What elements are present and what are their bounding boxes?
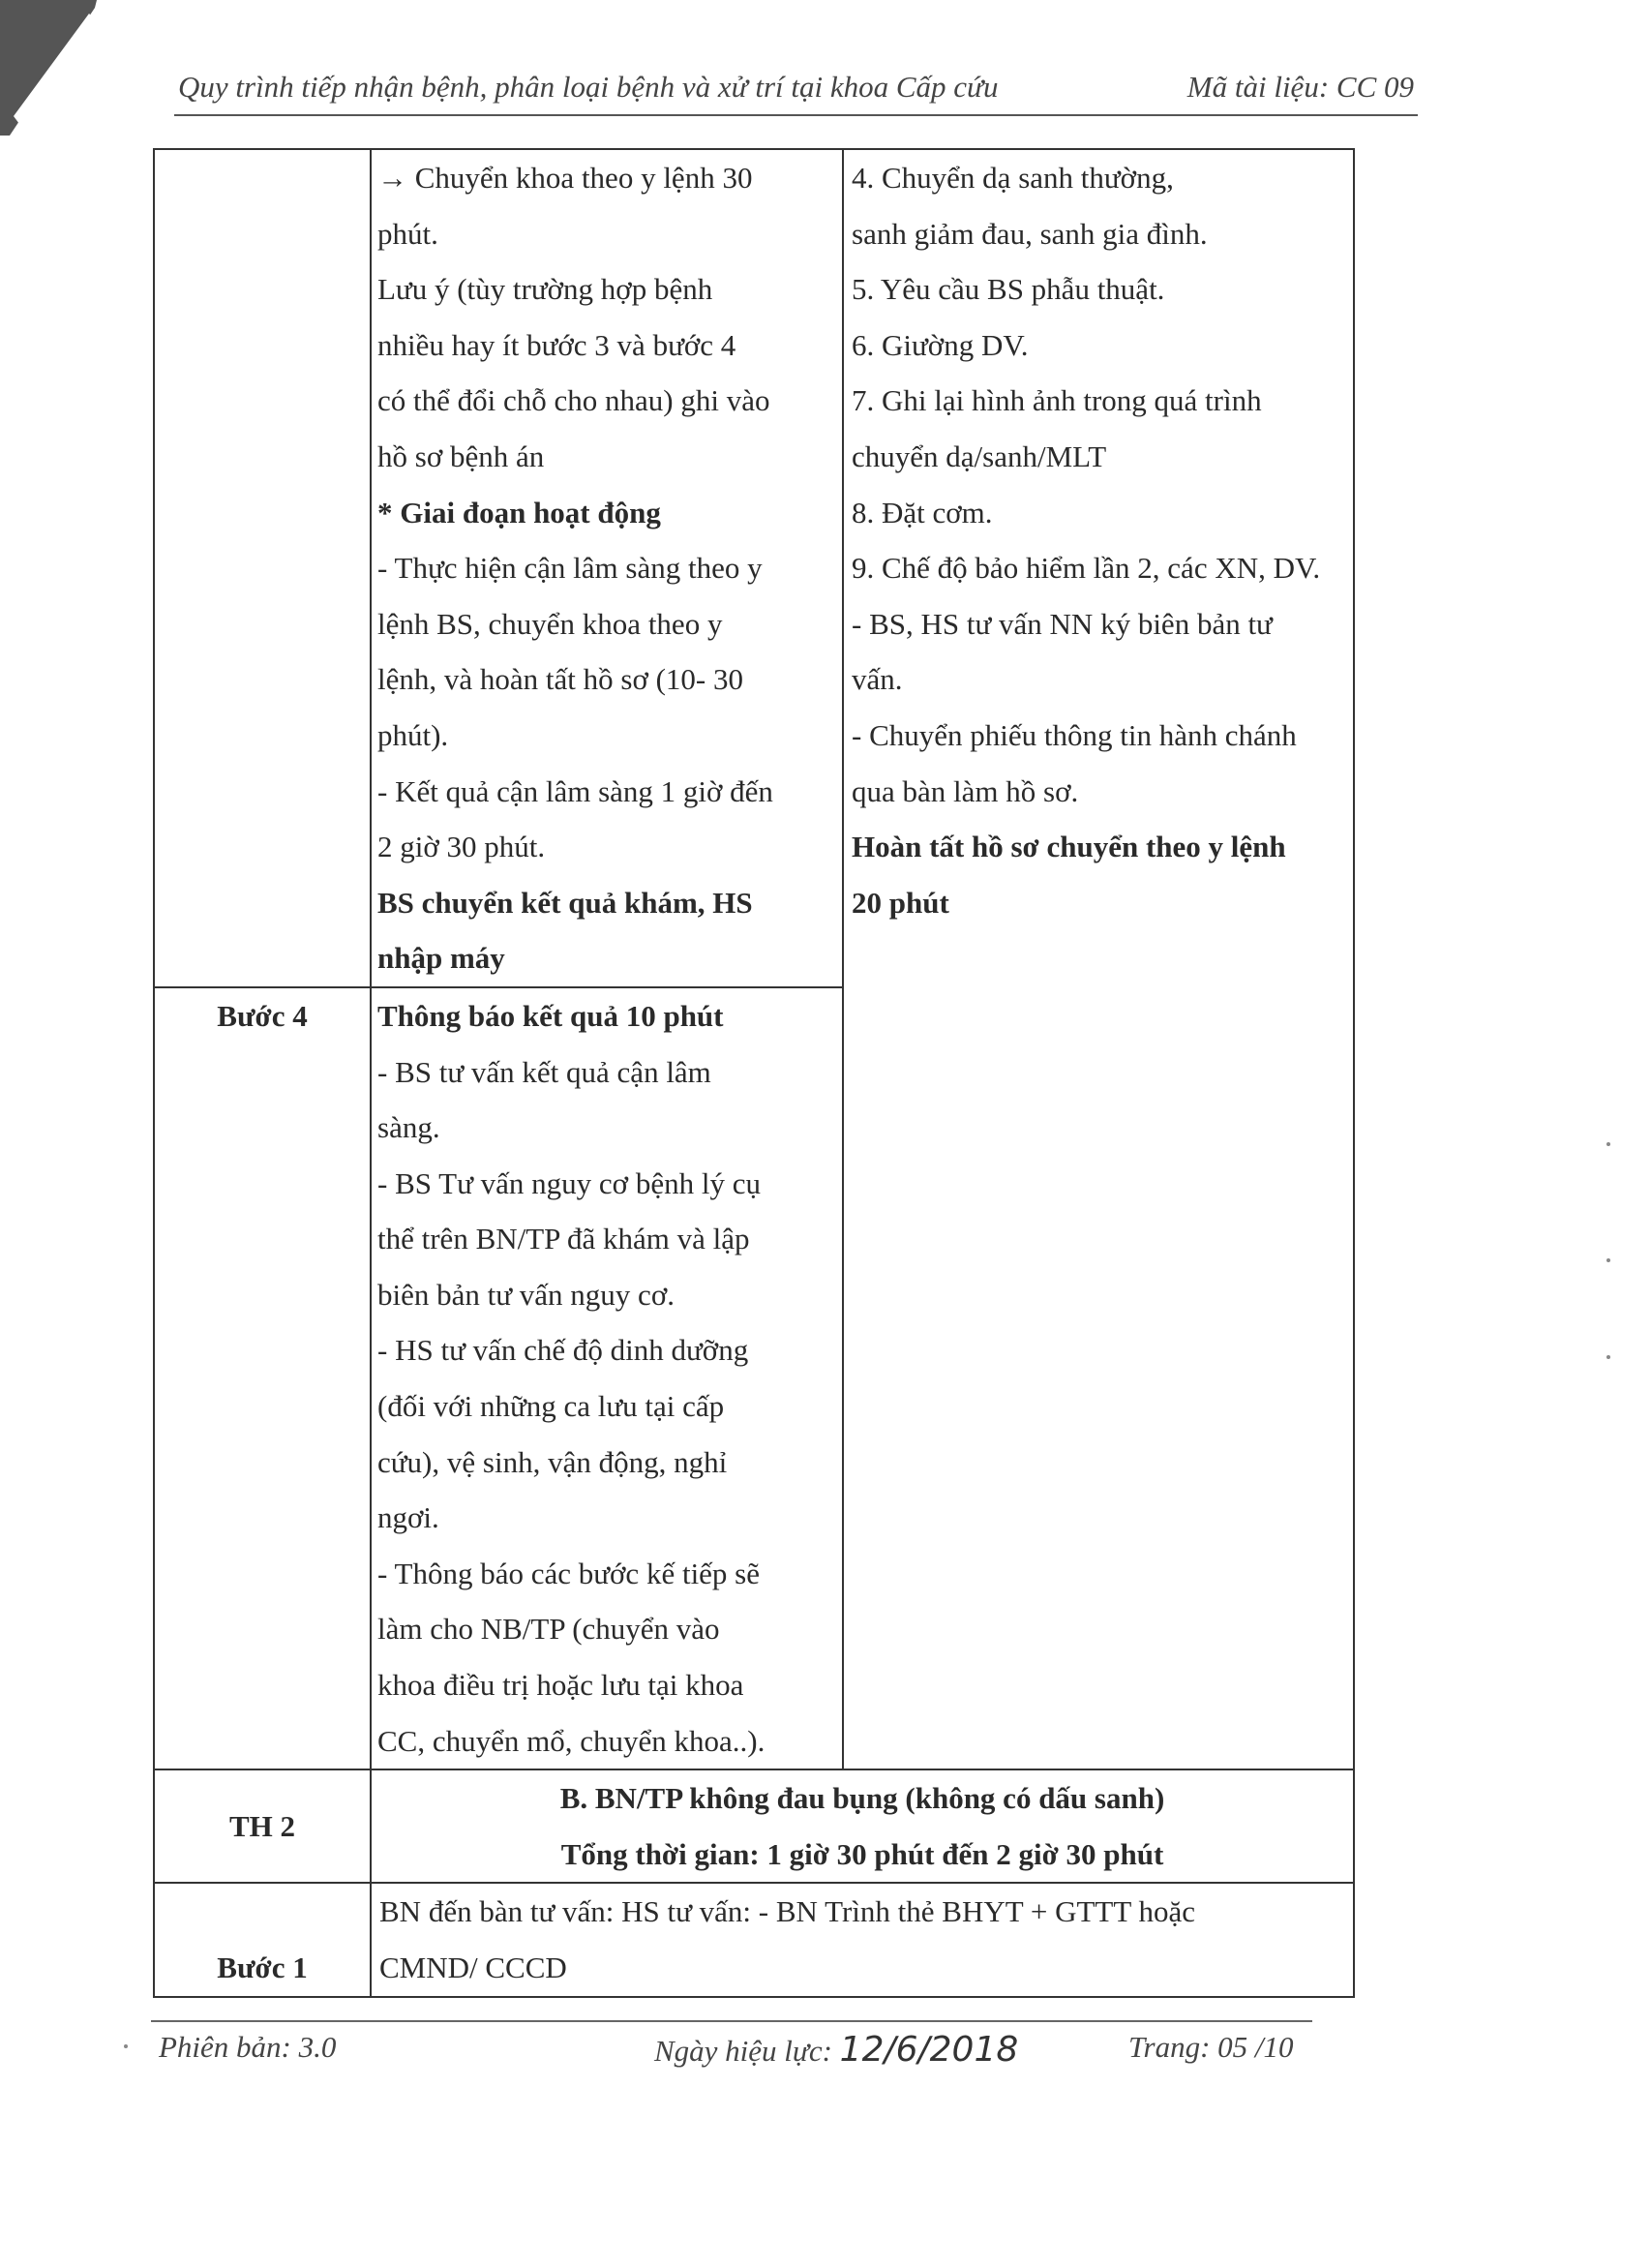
text-line: 7. Ghi lại hình ảnh trong quá trình bbox=[852, 383, 1262, 418]
step1-line: BN đến bàn tư vấn: HS tư vấn: - BN Trình thẻ BHYT + GTTT hoặc bbox=[379, 1894, 1195, 1929]
text-line: - BS tư vấn kết quả cận lâm bbox=[377, 1054, 711, 1089]
scan-speck bbox=[1606, 1355, 1610, 1359]
page-number: Trang: 05 /10 bbox=[1128, 2030, 1294, 2064]
scan-speck bbox=[124, 2044, 128, 2048]
activity-bold-lines bbox=[377, 875, 842, 986]
case-heading-cell bbox=[371, 1769, 1354, 1883]
text-line: biên bản tư vấn nguy cơ. bbox=[377, 1277, 675, 1312]
text-line: (đối với những ca lưu tại cấp bbox=[377, 1389, 725, 1424]
bold-text-line: BS chuyển kết quả khám, HS bbox=[377, 885, 753, 920]
text-line: sanh giảm đau, sanh gia đình. bbox=[852, 216, 1208, 251]
step-label: Bước 4 bbox=[154, 987, 371, 1769]
text-line: có thể đổi chỗ cho nhau) ghi vào bbox=[377, 383, 770, 418]
text-line: qua bàn làm hồ sơ. bbox=[852, 773, 1079, 808]
effective-date-label: Ngày hiệu lực: bbox=[654, 2034, 832, 2068]
text-line: 8. Đặt cơm. bbox=[852, 495, 993, 529]
text-line: → Chuyển khoa theo y lệnh 30 bbox=[377, 161, 753, 195]
scan-corner-mark bbox=[0, 0, 97, 136]
version: Phiên bản: 3.0 bbox=[159, 2030, 337, 2064]
step1-cell bbox=[371, 1883, 1354, 1996]
text-line: - HS tư vấn chế độ dinh dưỡng bbox=[377, 1333, 749, 1368]
phase-heading: * Giai đoạn hoạt động bbox=[377, 495, 661, 529]
effective-date bbox=[654, 2030, 1018, 2070]
activity-lines bbox=[377, 150, 842, 485]
notes-cell bbox=[843, 149, 1354, 1769]
text-line: khoa điều trị hoặc lưu tại khoa bbox=[377, 1668, 744, 1703]
text-line: ngơi. bbox=[377, 1500, 439, 1535]
notes-lines bbox=[852, 150, 1353, 819]
handwritten-date: 12/6/2018 bbox=[839, 2030, 1019, 2070]
text-line: sàng. bbox=[377, 1110, 440, 1145]
table-row bbox=[154, 1883, 1354, 1996]
bold-text-line: Hoàn tất hồ sơ chuyển theo y lệnh bbox=[852, 830, 1286, 864]
text-line: - Chuyển phiếu thông tin hành chánh bbox=[852, 717, 1297, 752]
text-line: lệnh BS, chuyển khoa theo y bbox=[377, 606, 723, 641]
text-line: - Kết quả cận lâm sàng 1 giờ đến bbox=[377, 773, 773, 808]
page-footer bbox=[151, 2020, 1312, 2071]
text-line: CC, chuyển mổ, chuyển khoa..). bbox=[377, 1723, 765, 1758]
text-line: phút. bbox=[377, 216, 438, 251]
activity-cell bbox=[371, 149, 843, 987]
text-line: - BS, HS tư vấn NN ký biên bản tư bbox=[852, 606, 1273, 641]
text-line: lệnh, và hoàn tất hồ sơ (10- 30 bbox=[377, 662, 743, 697]
text-line: 5. Yêu cầu BS phẫu thuật. bbox=[852, 272, 1165, 307]
page-header bbox=[174, 68, 1418, 116]
text-line: nhiều hay ít bước 3 và bước 4 bbox=[377, 327, 736, 362]
step1-line: CMND/ CCCD bbox=[379, 1950, 567, 1984]
text-line: 4. Chuyển dạ sanh thường, bbox=[852, 161, 1174, 195]
text-line: - Thực hiện cận lâm sàng theo y bbox=[377, 551, 763, 586]
text-line: chuyển dạ/sanh/MLT bbox=[852, 438, 1107, 473]
table-row bbox=[154, 1769, 1354, 1883]
text-line: 6. Giường DV. bbox=[852, 327, 1029, 362]
table-row bbox=[154, 149, 1354, 987]
document-code: Mã tài liệu: CC 09 bbox=[1186, 70, 1414, 104]
scan-speck bbox=[1606, 1142, 1610, 1146]
result-heading: Thông báo kết quả 10 phút bbox=[377, 998, 724, 1033]
text-line: 2 giờ 30 phút. bbox=[377, 830, 546, 864]
scan-speck bbox=[1606, 1258, 1610, 1262]
case-heading: B. BN/TP không đau bụng (không có dấu sanh) bbox=[559, 1781, 1165, 1816]
notes-bold-lines bbox=[852, 819, 1353, 930]
case-label: TH 2 bbox=[154, 1769, 371, 1883]
step-label: Bước 1 bbox=[154, 1883, 371, 1996]
text-line: thể trên BN/TP đã khám và lập bbox=[377, 1222, 750, 1256]
text-line: vấn. bbox=[852, 662, 903, 697]
case-total-time: Tổng thời gian: 1 giờ 30 phút đến 2 giờ 30 phút bbox=[560, 1836, 1164, 1871]
activity-cell bbox=[371, 987, 843, 1769]
text-line: phút). bbox=[377, 717, 449, 752]
text-line: làm cho NB/TP (chuyển vào bbox=[377, 1612, 720, 1647]
text-line: - BS Tư vấn nguy cơ bệnh lý cụ bbox=[377, 1165, 761, 1200]
text-line: cứu), vệ sinh, vận động, nghỉ bbox=[377, 1444, 728, 1479]
bold-text-line: nhập máy bbox=[377, 941, 505, 976]
activity-lines-b bbox=[377, 540, 842, 875]
step-cell bbox=[154, 149, 371, 987]
document-title: Quy trình tiếp nhận bệnh, phân loại bệnh và xử trí tại khoa Cấp cứu bbox=[178, 70, 999, 104]
result-lines bbox=[377, 1044, 842, 1769]
text-line: - Thông báo các bước kế tiếp sẽ bbox=[377, 1556, 761, 1590]
text-line: 9. Chế độ bảo hiểm lần 2, các XN, DV. bbox=[852, 551, 1321, 586]
text-line: Lưu ý (tùy trường hợp bệnh bbox=[377, 272, 713, 307]
text-line: hồ sơ bệnh án bbox=[377, 438, 545, 473]
procedure-table bbox=[153, 148, 1355, 1998]
bold-text-line: 20 phút bbox=[852, 885, 949, 920]
